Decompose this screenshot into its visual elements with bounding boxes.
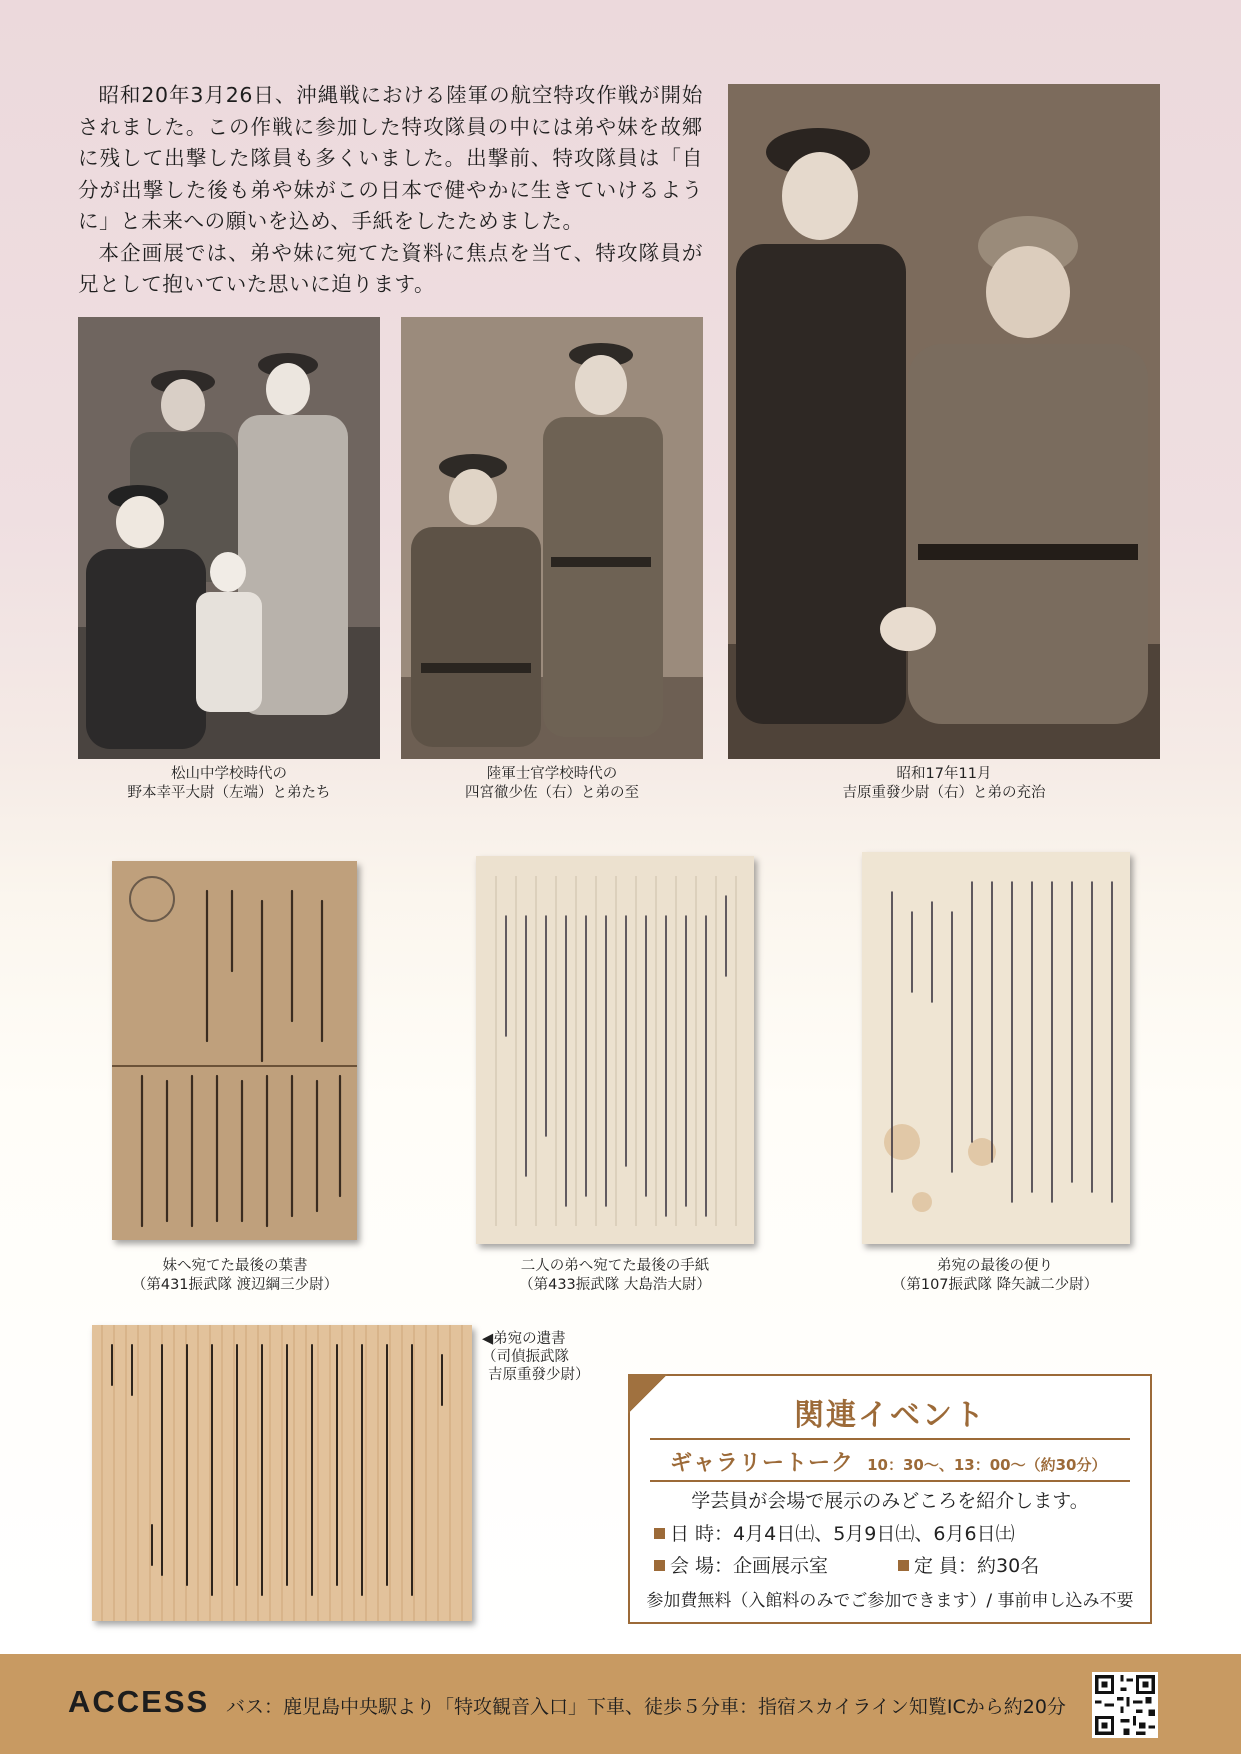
event-description: 学芸員が会場で展示のみどころを紹介します。 [691, 1490, 1089, 1512]
access-bus: バス：鹿児島中央駅より「特攻観音入口」下車、徒歩５分 [226, 1696, 721, 1718]
will-caption [482, 1330, 622, 1384]
photo-caption-1-line2: 野本幸平大尉（左端）と弟たち [127, 785, 331, 801]
will-caption-line1: ◀弟宛の遺書 [482, 1331, 566, 1347]
letter-postcard-to-sister [112, 861, 357, 1240]
will-caption-line3: 吉原重發少尉） [488, 1367, 590, 1383]
access-bar [0, 1654, 1241, 1754]
photo-caption-2 [401, 765, 703, 803]
letter-caption-2-line1: 二人の弟へ宛てた最後の手紙 [520, 1258, 710, 1274]
event-venue: 会 場：企画展示室 [670, 1555, 829, 1577]
access-car: 車：指宿スカイライン知覧ICから約20分 [720, 1696, 1066, 1718]
letter-caption-3 [850, 1257, 1140, 1295]
related-event-box [628, 1374, 1152, 1624]
photo-caption-2-line2: 四宮徹少佐（右）と弟の至 [465, 785, 639, 801]
intro-paragraph-2: 本企画展では、弟や妹に宛てた資料に焦点を当て、特攻隊員が兄として抱いていた思いに迫ります。 [78, 240, 703, 296]
event-rule-top [650, 1438, 1130, 1440]
letter-caption-2-line2: （第433振武隊 大島浩大尉） [519, 1277, 711, 1293]
bullet-square-icon [654, 1560, 665, 1571]
event-note: 参加費無料（入館料のみでご参加できます）/ 事前申し込み不要 [646, 1591, 1134, 1611]
event-capacity-row [898, 1551, 1039, 1578]
bullet-square-icon [898, 1560, 909, 1571]
intro-text [78, 80, 703, 301]
letter-caption-3-line1: 弟宛の最後の便り [937, 1258, 1053, 1274]
photo-yoshihara-brothers [728, 84, 1160, 759]
photo-caption-1-line1: 松山中学校時代の [171, 766, 287, 782]
letter-to-two-brothers [476, 856, 754, 1244]
gallery-talk-name: ギャラリートーク [670, 1451, 855, 1476]
event-capacity: 定 員：約30名 [914, 1555, 1040, 1577]
will-caption-line2: （司偵振武隊 [482, 1349, 569, 1365]
letter-caption-1 [90, 1257, 380, 1295]
letter-caption-3-line2: （第107振武隊 降矢誠二少尉） [891, 1277, 1099, 1293]
event-venue-row [654, 1551, 828, 1578]
photo-caption-2-line1: 陸軍士官学校時代の [486, 766, 618, 782]
gallery-talk-line [670, 1446, 1106, 1477]
photo-caption-3-line2: 吉原重發少尉（右）と弟の充治 [842, 785, 1046, 801]
qr-code-icon[interactable] [1092, 1672, 1158, 1738]
event-title: 関連イベント [794, 1398, 986, 1433]
letter-caption-1-line1: 妹へ宛てた最後の葉書 [162, 1258, 308, 1274]
photo-caption-1 [78, 765, 380, 803]
event-date-row [654, 1519, 1015, 1546]
photo-nomoto-brothers [78, 317, 380, 759]
gallery-talk-time: 10：30～、13：00～（約30分） [867, 1456, 1107, 1474]
letter-last-to-brother [862, 852, 1130, 1244]
access-title: ACCESS [68, 1684, 210, 1719]
photo-caption-3 [728, 765, 1160, 803]
will-to-brother [92, 1325, 472, 1621]
photo-caption-3-line1: 昭和17年11月 [896, 766, 992, 782]
event-rule-bottom [650, 1480, 1130, 1482]
letter-caption-2 [470, 1257, 760, 1295]
intro-paragraph-1: 昭和20年3月26日、沖縄戦における陸軍の航空特攻作戦が開始されました。この作戦に参加した特攻隊員の中には弟や妹を故郷に残して出撃した隊員も多くいました。出撃前、特攻隊員は「自分が出撃した後も弟や妹がこの日本で健やかに生きていけるように」と未来への願いを込め、手紙をしたためました。 [78, 83, 703, 233]
event-date: 日 時：4月4日㈯、5月9日㈯、6月6日㈯ [670, 1523, 1015, 1545]
bullet-square-icon [654, 1528, 665, 1539]
photo-shinomiya-brothers [401, 317, 703, 759]
letter-caption-1-line2: （第431振武隊 渡辺綱三少尉） [131, 1277, 339, 1293]
